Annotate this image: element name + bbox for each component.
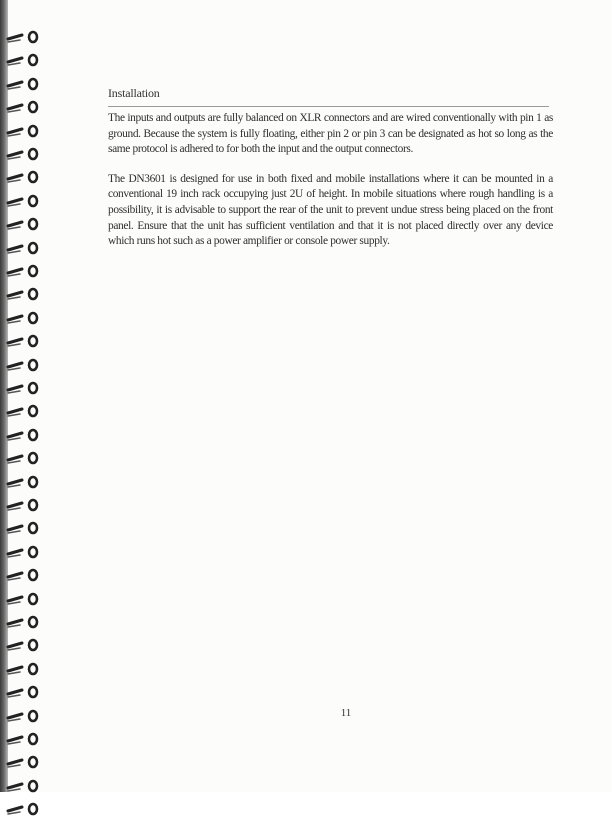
- spiral-binding-coil-icon: [6, 381, 40, 395]
- spiral-binding-coil-icon: [6, 217, 40, 231]
- spiral-binding-coil-icon: [6, 287, 40, 301]
- spiral-binding-coil-icon: [6, 545, 40, 559]
- spiral-binding-coil-icon: [6, 53, 40, 67]
- spiral-binding-coil-icon: [6, 685, 40, 699]
- spiral-binding-coil-icon: [6, 124, 40, 138]
- spiral-binding-coil-icon: [6, 170, 40, 184]
- spiral-binding-coil-icon: [6, 568, 40, 582]
- spiral-binding-coil-icon: [6, 662, 40, 676]
- page-number: 11: [340, 707, 352, 719]
- spiral-binding-coil-icon: [6, 451, 40, 465]
- spiral-binding-coil-icon: [6, 404, 40, 418]
- spiral-binding-coil-icon: [6, 521, 40, 535]
- spiral-binding-coil-icon: [6, 755, 40, 769]
- spiral-binding-coil-icon: [6, 194, 40, 208]
- spiral-binding-coil-icon: [6, 241, 40, 255]
- spiral-binding-coil-icon: [6, 592, 40, 606]
- spiral-binding-coil-icon: [6, 475, 40, 489]
- spiral-binding-coil-icon: [6, 311, 40, 325]
- spiral-binding-coil-icon: [6, 30, 40, 44]
- spiral-binding-coil-icon: [6, 802, 40, 816]
- spiral-binding-coil-icon: [6, 498, 40, 512]
- section-heading: Installation: [108, 86, 160, 100]
- paragraph-mounting: The DN3601 is designed for use in both fixed and mobile installations where it can be mounted in a conventional 19 inch rack occupying just 2U of height. In mobile situations where rough handling is a possibility, it is advisable to support the rear of the unit to prevent undue stress being placed on the front panel. Ensure that the unit has sufficient ventilation and that it is not placed directly over any device which runs hot such as a power amplifier or console power supply.: [108, 172, 553, 248]
- spiral-binding: [0, 0, 48, 792]
- spiral-binding-coil-icon: [6, 615, 40, 629]
- spiral-binding-coil-icon: [6, 147, 40, 161]
- spiral-binding-coil-icon: [6, 100, 40, 114]
- spiral-binding-coil-icon: [6, 638, 40, 652]
- paragraph-connectors: The inputs and outputs are fully balanced on XLR connectors and are wired conventionally with pin 1 as ground. Because the system is fully floating, either pin 2 or pin 3 can be designated as hot so long as the same protocol is adhered to for both the input and the output connectors.: [108, 112, 553, 156]
- spiral-binding-coil-icon: [6, 264, 40, 278]
- spiral-binding-coil-icon: [6, 334, 40, 348]
- spiral-binding-coil-icon: [6, 77, 40, 91]
- spiral-binding-coil-icon: [6, 779, 40, 793]
- spiral-binding-coil-icon: [6, 428, 40, 442]
- body-text: [108, 111, 553, 264]
- spiral-binding-coil-icon: [6, 732, 40, 746]
- heading-divider: [108, 106, 549, 107]
- spiral-binding-coil-icon: [6, 358, 40, 372]
